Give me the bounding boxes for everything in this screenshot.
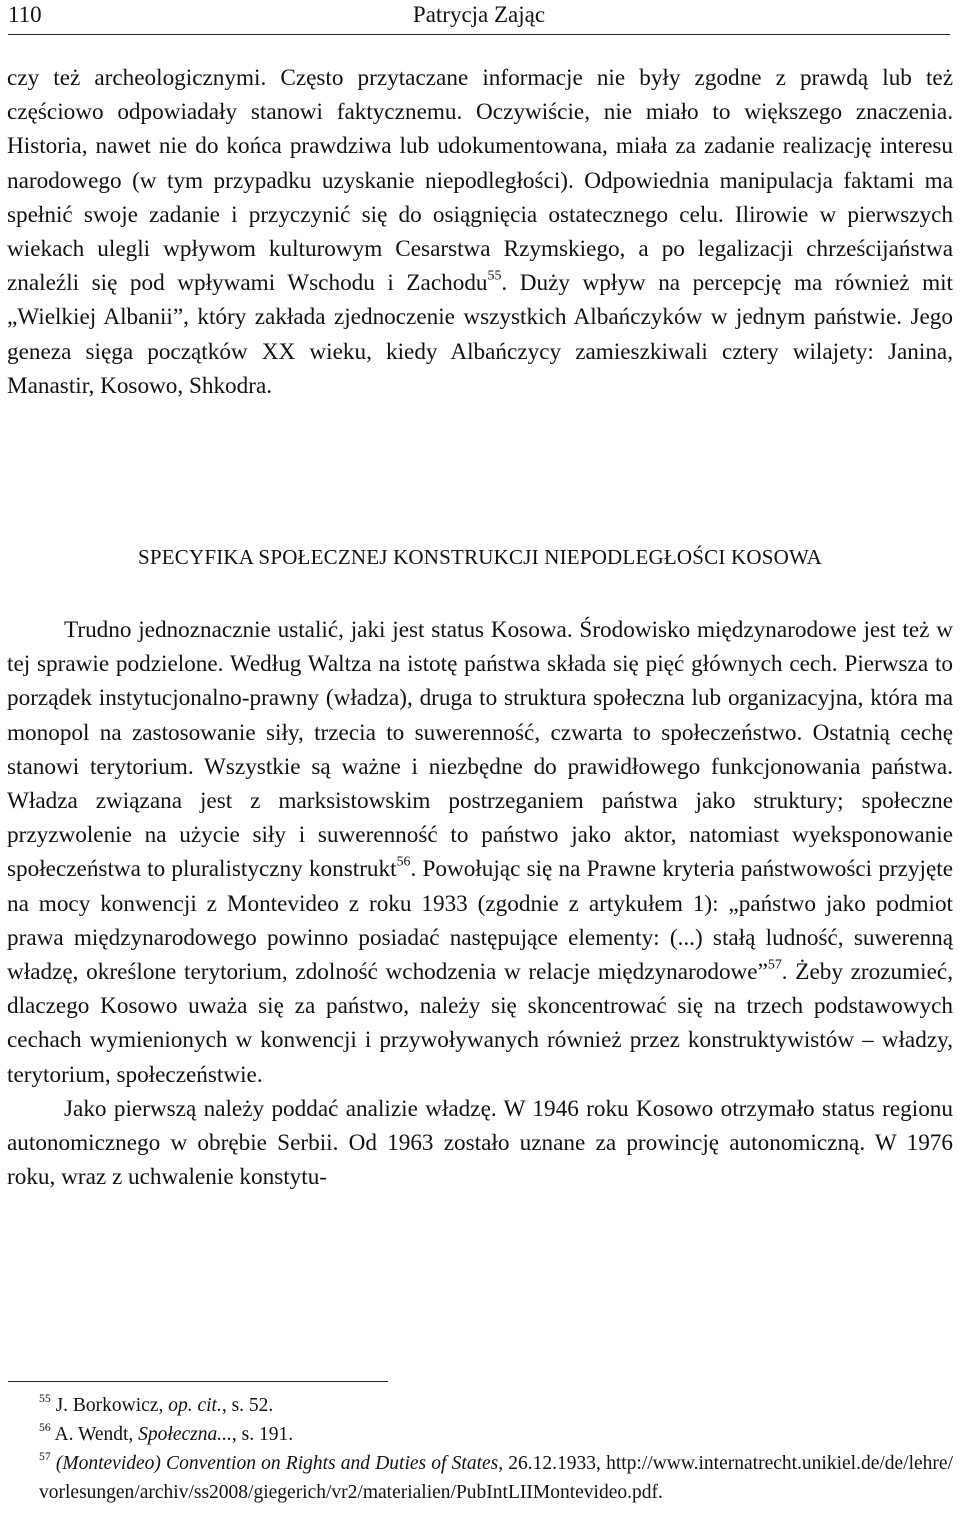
- footnote-ref-55: 55: [487, 268, 502, 284]
- footnote-56: [7, 1420, 953, 1449]
- paragraph-text: . Żeby zrozumieć, dlaczego Kosowo uważa się za państwo, należy się skoncentrować się na trzech podstawowych cechach wymienionych w konwencji i przywoływanych również przez konstruktywistów – władzy, terytorium, społeczeństwie.: [7, 959, 953, 1088]
- footnote-title: Społeczna...: [138, 1424, 232, 1445]
- footnote-title: op. cit.: [168, 1395, 222, 1416]
- paragraph: [7, 613, 953, 1092]
- footnote-number: 55: [39, 1392, 51, 1406]
- page-number: 110: [8, 2, 42, 27]
- footnote-author: A. Wendt,: [54, 1424, 139, 1445]
- footnote-ref-57: 57: [767, 957, 782, 973]
- footnote-rest: , s. 191.: [231, 1424, 294, 1445]
- section-heading: SPECYFIKA SPOŁECZNEJ KONSTRUKCJI NIEPODLEGŁOŚCI KOSOWA: [137, 545, 823, 569]
- footnote-55: [7, 1391, 953, 1420]
- footnote-rest: , s. 52.: [221, 1395, 274, 1416]
- body-text-main: [7, 613, 953, 1194]
- footnote-number: 56: [39, 1421, 51, 1435]
- paragraph-text: Trudno jednoznacznie ustalić, jaki jest status Kosowa. Środowisko międzynarodowe jest też w tej sprawie podzielone. Według Waltza na istotę państwa składa się pięć głównych cech. Pierwsza to porządek instytucjonalno-prawny (władza), druga to struktura społeczna lub organizacyjna, która ma monopol na zastosowanie siły, trzecia to suwerenność, czwarta to społeczeństwo. Ostatnią cechę stanowi terytorium. Wszystkie są ważne i niezbędne do prawidłowego funkcjonowania państwa. Władza związana jest z marksistowskim postrzeganiem państwa jako struktury; społeczne przyzwolenie na użycie siły i suwerenność to państwo jako aktor, natomiast wyeksponowanie społeczeństwa to pluralistyczny konstrukt: [7, 617, 953, 883]
- page-header: [8, 0, 950, 35]
- footnote-url[interactable]: 26.12.1933, http://www.internatrecht.unikiel.de/de/lehre/vorlesungen/archiv/ss2008/giegerich/vr2/materialien/PubIntLIIMontevideo.pdf.: [39, 1453, 953, 1503]
- paragraph-text: czy też archeologicznymi. Często przytaczane informacje nie były zgodne z prawdą lub też częściowo odpowiadały stanowi faktycznemu. Oczywiście, nie miało to większego znaczenia. Historia, nawet nie do końca prawdziwa lub udokumentowana, miała za zadanie realizację interesu narodowego (w tym przypadku uzyskanie niepodległości). Odpowiednia manipulacja faktami ma spełnić swoje zadanie i przyczynić się do osiągnięcia ostatecznego celu. Ilirowie w pierwszych wiekach ulegli wpływom kulturowym Cesarstwa Rzymskiego, a po legalizacji chrześcijaństwa znaleźli się pod wpływami Wschodu i Zachodu: [7, 65, 953, 297]
- body-text-top: [7, 61, 953, 403]
- footnote-author: J. Borkowicz,: [55, 1395, 169, 1416]
- footnote-ref-56: 56: [396, 854, 411, 870]
- paragraph-text: . Powołując się na Prawne kryteria państwowości przyjęte na mocy konwencji z Montevideo z roku 1933 (zgodnie z artykułem 1): „państwo jako podmiot prawa międzynarodowego powinno posiadać następujące elementy: (...) stałą ludność, suwerenną władzę, określone terytorium, zdolność wchodzenia w relacje międzynarodowe”: [7, 856, 953, 986]
- footnote-title: (Montevideo) Convention on Rights and Duties of States,: [55, 1453, 504, 1474]
- paragraph: Jako pierwszą należy poddać analizie władzę. W 1946 roku Kosowo otrzymało status regionu autonomicznego w obrębie Serbii. Od 1963 zostało uznane za prowincję autonomiczną. W 1976 roku, wraz z uchwalenie konstytu-: [7, 1095, 953, 1191]
- footnote-separator: [8, 1381, 388, 1382]
- footnote-57: [7, 1449, 953, 1507]
- running-head-author: Patrycja Zając: [412, 2, 546, 27]
- footnotes: [7, 1391, 953, 1507]
- paragraph: [7, 61, 953, 403]
- paragraph-text: . Duży wpływ na percepcję ma również mit „Wielkiej Albanii”, który zakłada zjednoczenie wszystkich Albańczyków w jednym państwie. Jego geneza sięga początków XX wieku, kiedy Albańczycy zamieszkiwali cztery wilajety: Janina, Manastir, Kosowo, Shkodra.: [7, 270, 953, 399]
- footnote-number: 57: [39, 1450, 51, 1464]
